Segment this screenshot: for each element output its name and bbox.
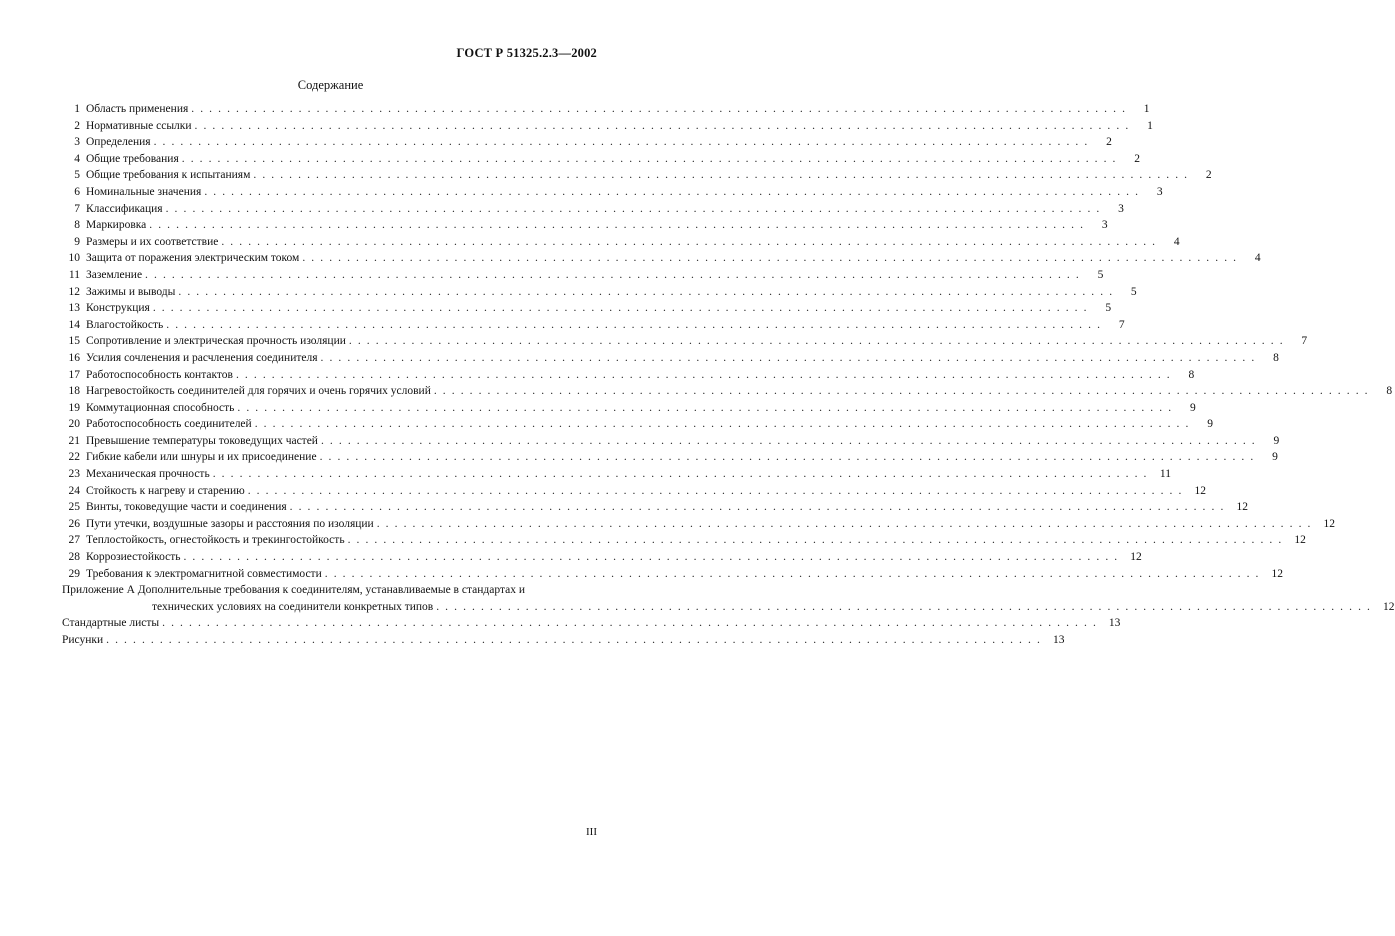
toc-entry-title: Определения	[86, 136, 151, 149]
toc-entry-number: 11	[68, 268, 80, 281]
toc-entry-number: 3	[74, 136, 80, 149]
dot-leader: . . . . . . . . . . . . . . . . . . . . . . . . . . . . . . . . . . . . . . . . . . . . . . . . . . . . . . . . . . . . . . . . . . . . . . . . . . . . . . . . . . . . . . . . . . . . . . . . . . . . . . . . .	[319, 451, 1255, 464]
toc-entry	[62, 284, 1137, 301]
toc-entry-title: Номинальные значения	[86, 185, 202, 198]
dot-leader: . . . . . . . . . . . . . . . . . . . . . . . . . . . . . . . . . . . . . . . . . . . . . . . . . . . . . . . . . . . . . . . . . . . . . . . . . . . . . . . . . . . . . . . . . . . . . . . . . . . . . . . . .	[289, 501, 1225, 514]
toc-entry	[62, 300, 1112, 317]
dot-leader: . . . . . . . . . . . . . . . . . . . . . . . . . . . . . . . . . . . . . . . . . . . . . . . . . . . . . . . . . . . . . . . . . . . . . . . . . . . . . . . . . . . . . . . . . . . . . . . . . . . . . . . . .	[183, 551, 1119, 564]
dot-leader: . . . . . . . . . . . . . . . . . . . . . . . . . . . . . . . . . . . . . . . . . . . . . . . . . . . . . . . . . . . . . . . . . . . . . . . . . . . . . . . . . . . . . . . . . . . . . . . . . . . . . . . . .	[178, 285, 1114, 298]
toc-entry	[62, 217, 1108, 234]
dot-leader: . . . . . . . . . . . . . . . . . . . . . . . . . . . . . . . . . . . . . . . . . . . . . . . . . . . . . . . . . . . . . . . . . . . . . . . . . . . . . . . . . . . . . . . . . . . . . . . . . . . . . . . . .	[221, 235, 1157, 248]
dot-leader: . . . . . . . . . . . . . . . . . . . . . . . . . . . . . . . . . . . . . . . . . . . . . . . . . . . . . . . . . . . . . . . . . . . . . . . . . . . . . . . . . . . . . . . . . . . . . . . . . . . . . . . . .	[320, 434, 1257, 447]
toc-entry-number: 28	[68, 551, 80, 564]
toc-entry	[62, 466, 1171, 483]
toc-appendix-page: 12	[1383, 600, 1395, 613]
toc-entry-page: 8	[1188, 368, 1195, 381]
toc-entry-number: 12	[68, 285, 80, 298]
toc-entry	[62, 483, 1206, 500]
toc-entry-title: Превышение температуры токоведущих частей	[86, 434, 318, 447]
toc-entry-page: 2	[1106, 136, 1112, 149]
toc-entry-page: 12	[1130, 551, 1142, 564]
toc-entry	[62, 317, 1125, 334]
dot-leader: . . . . . . . . . . . . . . . . . . . . . . . . . . . . . . . . . . . . . . . . . . . . . . . . . . . . . . . . . . . . . . . . . . . . . . . . . . . . . . . . . . . . . . . . . . . . . . . . . . . . . . . . .	[433, 385, 1370, 398]
toc-entry-title: Теплостойкость, огнестойкость и трекингостойкость	[86, 534, 345, 547]
toc-entry	[62, 400, 1196, 417]
toc-entry	[62, 615, 1121, 632]
toc-entry-title: Конструкция	[86, 302, 150, 315]
toc-entry-title: Коррозиестойкость	[86, 551, 181, 564]
toc-entry-title: Коммутационная способность	[86, 401, 235, 414]
toc-entry	[62, 433, 1280, 450]
toc-entry-number: 19	[68, 401, 80, 414]
dot-leader: . . . . . . . . . . . . . . . . . . . . . . . . . . . . . . . . . . . . . . . . . . . . . . . . . . . . . . . . . . . . . . . . . . . . . . . . . . . . . . . . . . . . . . . . . . . . . . . . . . . . . . . . .	[166, 318, 1102, 331]
page-number: III	[586, 826, 597, 838]
toc-entry	[62, 350, 1279, 367]
dot-leader: . . . . . . . . . . . . . . . . . . . . . . . . . . . . . . . . . . . . . . . . . . . . . . . . . . . . . . . . . . . . . . . . . . . . . . . . . . . . . . . . . . . . . . . . . . . . . . . . . . . . . . . . .	[152, 302, 1089, 315]
toc-entry-page: 12	[1294, 534, 1306, 547]
toc-entry-number: 27	[68, 534, 80, 547]
toc-entry-number: 20	[68, 418, 80, 431]
dot-leader: . . . . . . . . . . . . . . . . . . . . . . . . . . . . . . . . . . . . . . . . . . . . . . . . . . . . . . . . . . . . . . . . . . . . . . . . . . . . . . . . . . . . . . . . . . . . . . . . . . . . . . . . .	[194, 119, 1130, 132]
dot-leader: . . . . . . . . . . . . . . . . . . . . . . . . . . . . . . . . . . . . . . . . . . . . . . . . . . . . . . . . . . . . . . . . . . . . . . . . . . . . . . . . . . . . . . . . . . . . . . . . . . . . . . . . .	[153, 136, 1089, 149]
toc-entry-number: 14	[68, 318, 80, 331]
dot-leader: . . . . . . . . . . . . . . . . . . . . . . . . . . . . . . . . . . . . . . . . . . . . . . . . . . . . . . . . . . . . . . . . . . . . . . . . . . . . . . . . . . . . . . . . . . . . . . . . . . . . . . . . .	[191, 103, 1127, 115]
toc-entry	[62, 532, 1306, 549]
toc-entry	[62, 333, 1308, 350]
toc-entry	[62, 449, 1278, 466]
toc-entry-page: 9	[1272, 451, 1278, 464]
toc-entry-title: Сопротивление и электрическая прочность изоляции	[86, 335, 346, 348]
dot-leader: . . . . . . . . . . . . . . . . . . . . . . . . . . . . . . . . . . . . . . . . . . . . . . . . . . . . . . . . . . . . . . . . . . . . . . . . . . . . . . . . . . . . . . . . . . . . . . . . . . . . . . . . .	[235, 368, 1172, 381]
toc-entry-title: Влагостойкость	[86, 318, 164, 331]
toc-entry	[62, 151, 1141, 168]
toc-entry-number: 17	[68, 368, 80, 381]
dot-leader: . . . . . . . . . . . . . . . . . . . . . . . . . . . . . . . . . . . . . . . . . . . . . . . . . . . . . . . . . . . . . . . . . . . . . . . . . . . . . . . . . . . . . . . . . . . . . . . . . . . . . . . . .	[347, 534, 1283, 547]
toc-entry-page: 3	[1101, 219, 1108, 232]
toc-entry-title: Стандартные листы	[62, 617, 160, 630]
toc-entry-page: 5	[1097, 268, 1104, 281]
toc-entry	[62, 267, 1104, 284]
dot-leader: . . . . . . . . . . . . . . . . . . . . . . . . . . . . . . . . . . . . . . . . . . . . . . . . . . . . . . . . . . . . . . . . . . . . . . . . . . . . . . . . . . . . . . . . . . . . . . . . . . . . . . . . .	[165, 202, 1101, 215]
toc-entry-number: 10	[68, 252, 80, 265]
toc-entry	[62, 250, 1261, 267]
toc-appendix-continuation: технических условиях на соединители конкретных типов	[152, 600, 434, 613]
toc-entry	[62, 632, 1065, 649]
toc-entry-title: Стойкость к нагреву и старению	[86, 484, 245, 497]
toc-entry	[62, 134, 1112, 151]
toc-entry-page: 8	[1273, 351, 1279, 364]
toc-entry-title: Работоспособность контактов	[86, 368, 233, 381]
toc-entry-title: Размеры и их соответствие	[86, 235, 219, 248]
toc-entry-number: 5	[74, 169, 80, 182]
toc-entry-title: Требования к электромагнитной совместимости	[86, 567, 322, 580]
dot-leader: . . . . . . . . . . . . . . . . . . . . . . . . . . . . . . . . . . . . . . . . . . . . . . . . . . . . . . . . . . . . . . . . . . . . . . . . . . . . . . . . . . . . . . . . . . . . . . . . . . . . . . . . .	[302, 252, 1238, 265]
toc-entry-title: Нагревостойкость соединителей для горячих и очень горячих условий	[86, 385, 431, 398]
dot-leader: . . . . . . . . . . . . . . . . . . . . . . . . . . . . . . . . . . . . . . . . . . . . . . . . . . . . . . . . . . . . . . . . . . . . . . . . . . . . . . . . . . . . . . . . . . . . . . . . . . . . . . . . .	[254, 418, 1190, 431]
toc-entry	[62, 184, 1163, 201]
toc-entry-number: 7	[74, 202, 80, 215]
toc-entry-page: 4	[1173, 235, 1180, 248]
toc-entry	[62, 516, 1335, 533]
toc-entry-number: 4	[74, 152, 80, 165]
toc-entry	[62, 499, 1248, 516]
toc-entry-title: Рисунки	[62, 634, 104, 646]
dot-leader: . . . . . . . . . . . . . . . . . . . . . . . . . . . . . . . . . . . . . . . . . . . . . . . . . . . . . . . . . . . . . . . . . . . . . . . . . . . . . . . . . . . . . . . . . . . . . . . . . . . . . . . . .	[253, 169, 1189, 182]
toc-entry-title: Гибкие кабели или шнуры и их присоединение	[86, 451, 317, 464]
dot-leader: . . . . . . . . . . . . . . . . . . . . . . . . . . . . . . . . . . . . . . . . . . . . . . . . . . . . . . . . . . . . . . . . . . . . . . . . . . . . . . . . . . . . . . . . . . . . . . . . . . . . . . . . .	[436, 600, 1372, 613]
dot-leader: . . . . . . . . . . . . . . . . . . . . . . . . . . . . . . . . . . . . . . . . . . . . . . . . . . . . . . . . . . . . . . . . . . . . . . . . . . . . . . . . . . . . . . . . . . . . . . . . . . . . . . . . .	[162, 617, 1098, 630]
toc-entry-number: 25	[68, 501, 80, 514]
toc-entry-page: 2	[1205, 169, 1212, 182]
dot-leader: . . . . . . . . . . . . . . . . . . . . . . . . . . . . . . . . . . . . . . . . . . . . . . . . . . . . . . . . . . . . . . . . . . . . . . . . . . . . . . . . . . . . . . . . . . . . . . . . . . . . . . . . .	[204, 185, 1140, 198]
dot-leader: . . . . . . . . . . . . . . . . . . . . . . . . . . . . . . . . . . . . . . . . . . . . . . . . . . . . . . . . . . . . . . . . . . . . . . . . . . . . . . . . . . . . . . . . . . . . . . . . . . . . . . . . .	[348, 335, 1285, 348]
dot-leader: . . . . . . . . . . . . . . . . . . . . . . . . . . . . . . . . . . . . . . . . . . . . . . . . . . . . . . . . . . . . . . . . . . . . . . . . . . . . . . . . . . . . . . . . . . . . . . . . . . . . . . . . .	[320, 351, 1256, 364]
toc-entry-number: 24	[68, 484, 80, 497]
toc-appendix-line2	[62, 599, 1395, 616]
toc-entry-number: 26	[68, 517, 80, 530]
toc-entry-title: Защита от поражения электрическим током	[86, 252, 300, 265]
toc-entry-page: 5	[1105, 302, 1112, 315]
toc-entry	[62, 234, 1180, 251]
toc-entry-page: 12	[1236, 501, 1248, 514]
toc-entry	[62, 167, 1212, 184]
toc-entry-title: Зажимы и выводы	[86, 285, 176, 298]
toc-entry	[62, 118, 1153, 135]
toc-entry-page: 2	[1134, 152, 1141, 165]
dot-leader: . . . . . . . . . . . . . . . . . . . . . . . . . . . . . . . . . . . . . . . . . . . . . . . . . . . . . . . . . . . . . . . . . . . . . . . . . . . . . . . . . . . . . . . . . . . . . . . . . . . . . . . . .	[149, 219, 1085, 232]
toc-entry-number: 6	[74, 185, 80, 198]
toc-entry-number: 8	[74, 219, 80, 232]
table-of-contents	[62, 101, 1395, 649]
toc-entry	[62, 101, 1150, 118]
dot-leader: . . . . . . . . . . . . . . . . . . . . . . . . . . . . . . . . . . . . . . . . . . . . . . . . . . . . . . . . . . . . . . . . . . . . . . . . . . . . . . . . . . . . . . . . . . . . . . . . . . . . . . . . .	[106, 634, 1042, 646]
dot-leader: . . . . . . . . . . . . . . . . . . . . . . . . . . . . . . . . . . . . . . . . . . . . . . . . . . . . . . . . . . . . . . . . . . . . . . . . . . . . . . . . . . . . . . . . . . . . . . . . . . . . . . . . .	[376, 517, 1312, 530]
toc-appendix-title: Приложение А Дополнительные требования к соединителям, устанавливаемые в стандартах и	[62, 584, 525, 597]
toc-entry-page: 9	[1207, 418, 1213, 431]
toc-entry-page: 9	[1273, 434, 1280, 447]
toc-entry-page: 12	[1194, 484, 1206, 497]
toc-entry-title: Маркировка	[86, 219, 147, 232]
dot-leader: . . . . . . . . . . . . . . . . . . . . . . . . . . . . . . . . . . . . . . . . . . . . . . . . . . . . . . . . . . . . . . . . . . . . . . . . . . . . . . . . . . . . . . . . . . . . . . . . . . . . . . . . .	[324, 567, 1261, 580]
toc-entry-page: 3	[1156, 185, 1163, 198]
toc-entry-title: Усилия сочленения и расчленения соединителя	[86, 351, 318, 364]
dot-leader: . . . . . . . . . . . . . . . . . . . . . . . . . . . . . . . . . . . . . . . . . . . . . . . . . . . . . . . . . . . . . . . . . . . . . . . . . . . . . . . . . . . . . . . . . . . . . . . . . . . . . . . . .	[181, 152, 1118, 165]
toc-entry-page: 7	[1301, 335, 1308, 348]
toc-entry-page: 1	[1143, 103, 1150, 115]
dot-leader: . . . . . . . . . . . . . . . . . . . . . . . . . . . . . . . . . . . . . . . . . . . . . . . . . . . . . . . . . . . . . . . . . . . . . . . . . . . . . . . . . . . . . . . . . . . . . . . . . . . . . . . . .	[212, 468, 1148, 481]
toc-entry-number: 21	[68, 434, 80, 447]
toc-entry-page: 9	[1189, 401, 1196, 414]
toc-entry-title: Общие требования к испытаниям	[86, 169, 251, 182]
toc-entry-title: Классификация	[86, 202, 163, 215]
toc-entry-page: 11	[1159, 468, 1171, 481]
toc-entry-number: 15	[68, 335, 80, 348]
document-code: ГОСТ Р 51325.2.3—2002	[456, 46, 597, 60]
toc-entry-page: 13	[1052, 634, 1065, 646]
toc-entry-number: 22	[68, 451, 80, 464]
toc-entry-title: Механическая прочность	[86, 468, 210, 481]
dot-leader: . . . . . . . . . . . . . . . . . . . . . . . . . . . . . . . . . . . . . . . . . . . . . . . . . . . . . . . . . . . . . . . . . . . . . . . . . . . . . . . . . . . . . . . . . . . . . . . . . . . . . . . . .	[145, 268, 1081, 281]
dot-leader: . . . . . . . . . . . . . . . . . . . . . . . . . . . . . . . . . . . . . . . . . . . . . . . . . . . . . . . . . . . . . . . . . . . . . . . . . . . . . . . . . . . . . . . . . . . . . . . . . . . . . . . . .	[237, 401, 1173, 414]
toc-title: Содержание	[297, 78, 364, 92]
toc-entry-page: 12	[1323, 517, 1335, 530]
toc-entry-title: Винты, токоведущие части и соединения	[86, 501, 287, 514]
toc-entry-page: 12	[1271, 567, 1284, 580]
toc-entry-page: 7	[1118, 318, 1125, 331]
toc-entry-title: Работоспособность соединителей	[86, 418, 252, 431]
toc-entry-number: 1	[74, 103, 80, 115]
toc-entry-title: Пути утечки, воздушные зазоры и расстояния по изоляции	[86, 517, 374, 530]
toc-entry-number: 9	[74, 235, 80, 248]
toc-entry-number: 16	[68, 351, 80, 364]
toc-entry	[62, 416, 1213, 433]
toc-entry-number: 2	[74, 119, 80, 132]
toc-entry	[62, 367, 1195, 384]
toc-entry-page: 13	[1108, 617, 1121, 630]
toc-entry-number: 18	[68, 385, 80, 398]
toc-entry-page: 3	[1118, 202, 1124, 215]
toc-entry-page: 1	[1147, 119, 1153, 132]
toc-entry-page: 5	[1130, 285, 1137, 298]
toc-entry-page: 4	[1254, 252, 1261, 265]
toc-entry	[62, 566, 1284, 583]
toc-entry-number: 23	[68, 468, 80, 481]
toc-entry-title: Область применения	[86, 103, 189, 115]
toc-entry-title: Заземление	[86, 268, 143, 281]
toc-entry	[62, 383, 1393, 400]
toc-entry-title: Общие требования	[86, 152, 179, 165]
toc-entry	[62, 549, 1142, 566]
toc-entry-title: Нормативные ссылки	[86, 119, 192, 132]
toc-entry-number: 29	[68, 567, 80, 580]
toc-entry	[62, 201, 1124, 218]
toc-entry-number: 13	[68, 302, 80, 315]
toc-entry-page: 8	[1386, 385, 1393, 398]
toc-appendix-line1	[62, 582, 600, 599]
dot-leader: . . . . . . . . . . . . . . . . . . . . . . . . . . . . . . . . . . . . . . . . . . . . . . . . . . . . . . . . . . . . . . . . . . . . . . . . . . . . . . . . . . . . . . . . . . . . . . . . . . . . . . . . .	[247, 484, 1183, 497]
